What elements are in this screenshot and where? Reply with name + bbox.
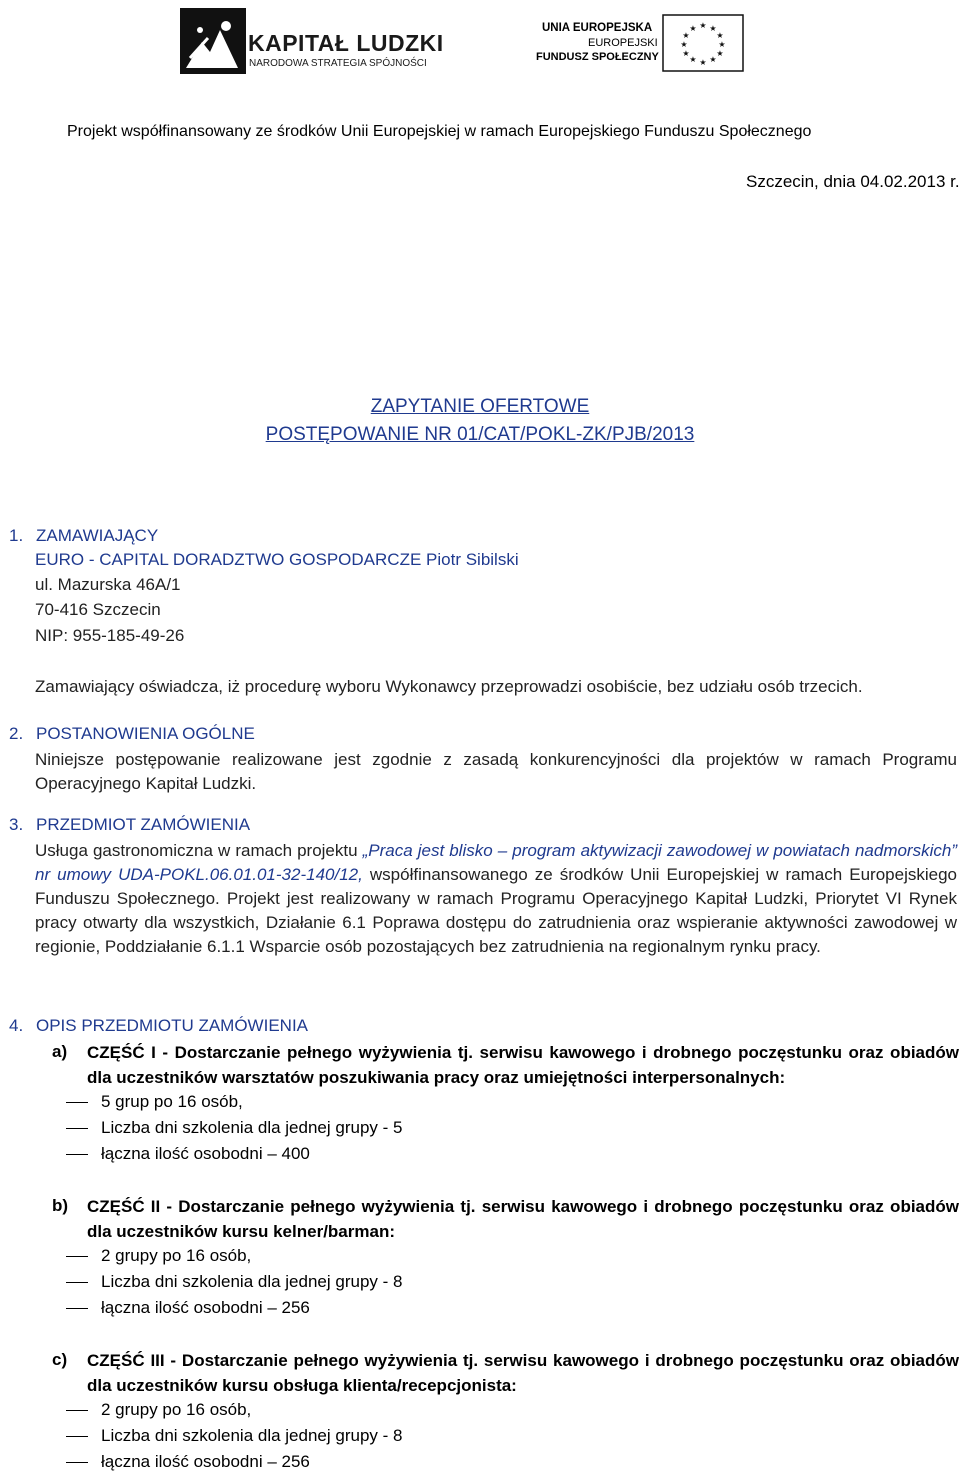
svg-text:★: ★ [699,21,707,30]
part-a-title: CZĘŚĆ I - Dostarczanie pełnego wyżywienia tj. serwisu kawowego i drobnego poczęstunku oraz obiadów dla uczestników warsztatów poszukiwania pracy oraz umiejętności interpersonalnych: [87,1043,959,1087]
dash-marker [66,1436,88,1437]
section-3-text [35,839,957,959]
orderer-statement: Zamawiający oświadcza, iż procedurę wyboru Wykonawcy przeprowadzi osobiście, bez udziału osób trzecich. [35,677,863,696]
svg-text:★: ★ [709,24,717,33]
company-nip: NIP: 955-185-49-26 [35,626,185,645]
kl-logo-line2: NARODOWA STRATEGIA SPÓJNOŚCI [249,58,427,69]
dash-marker [66,1282,88,1283]
part-c-item: 2 grupy po 16 osób, [101,1400,252,1419]
part-a-letter: a) [52,1042,68,1061]
svg-text:★: ★ [718,40,726,49]
part-c-title: CZĘŚĆ III - Dostarczanie pełnego wyżywienia tj. serwisu kawowego i drobnego poczęstunku oraz obiadów dla uczestników kursu obsługa klienta/recepcjonista: [87,1351,959,1395]
part-a-item: 5 grup po 16 osób, [101,1092,243,1111]
kapital-ludzki-emblem [180,8,246,74]
part-b-title: CZĘŚĆ II - Dostarczanie pełnego wyżywienia tj. serwisu kawowego i drobnego poczęstunku oraz obiadów dla uczestników kursu kelner/barman: [87,1197,959,1241]
eu-logo-line3: FUNDUSZ SPOŁECZNY [536,51,659,63]
kl-logo-line1: KAPITAŁ LUDZKI [248,30,444,56]
section-1-number: 1. [9,526,24,545]
part-c-letter: c) [52,1350,68,1369]
section-3-text-intro: Usługa gastronomiczna w ramach projektu [35,841,363,860]
svg-text:★: ★ [689,24,697,33]
kapital-ludzki-logo [180,8,444,74]
proceeding-number: POSTĘPOWANIE NR 01/CAT/POKL-ZK/PJB/2013 [265,424,695,445]
eu-flag-icon [662,14,744,72]
company-street: ul. Mazurska 46A/1 [35,575,181,594]
part-b-item: 2 grupy po 16 osób, [101,1246,252,1265]
company-city: 70-416 Szczecin [35,600,161,619]
svg-text:★: ★ [709,55,717,64]
doc-title: ZAPYTANIE OFERTOWE [370,396,590,417]
section-3-number: 3. [9,815,24,834]
part-b-letter: b) [52,1196,69,1215]
svg-text:★: ★ [716,31,724,40]
cofinancing-note: Projekt współfinansowany ze środków Unii Europejskiej w ramach Europejskiego Funduszu Społecznego [67,123,812,140]
svg-text:★: ★ [682,31,690,40]
section-2-text: Niniejsze postępowanie realizowane jest zgodnie z zasadą konkurencyjności dla projektów w ramach Programu Operacyjnego Kapitał Ludzki. [35,750,957,793]
section-3-heading: PRZEDMIOT ZAMÓWIENIA [36,815,251,834]
dash-marker [66,1410,88,1411]
part-b-item: Liczba dni szkolenia dla jednej grupy - 8 [101,1272,403,1291]
part-b-item: łączna ilość osobodni – 256 [101,1298,310,1317]
part-c-item: Liczba dni szkolenia dla jednej grupy - 8 [101,1426,403,1445]
svg-text:★: ★ [689,55,697,64]
eu-logo-line1: UNIA EUROPEJSKA [542,22,653,34]
section-4-number: 4. [9,1016,24,1035]
section-2-number: 2. [9,724,24,743]
section-1-heading: ZAMAWIAJĄCY [36,526,159,545]
eu-logo [536,14,748,72]
svg-text:★: ★ [680,40,688,49]
section-2-heading: POSTANOWIENIA OGÓLNE [36,724,255,743]
part-a-item: łączna ilość osobodni – 400 [101,1144,310,1163]
section-3-text-rest: współfinansowanego ze środków Unii Europejskiej w ramach Europejskiego Funduszu Społecznego. Projekt jest realizowany w ramach Programu Operacyjnego Kapitał Ludzki, Priorytet VI Rynek pracy otwarty dla wszystkich, Działanie 6.1 Poprawa dostępu do zatrudnienia oraz wspieranie aktywności zawodowej w regionie, Poddziałanie 6.1.1 Wsparcie osób pozostających bez zatrudnienia na regionalnym rynku pracy. [35,865,957,956]
project-title: „Praca jest blisko – program aktywizacji zawodowej w powiatach nadmorskich” nr umowy UDA-POKL.06.01.01-32-140/12, [35,841,957,884]
part-c-item: łączna ilość osobodni – 256 [101,1452,310,1471]
dash-marker [66,1308,88,1309]
svg-text:★: ★ [699,58,707,67]
dash-marker [66,1462,88,1463]
section-4-heading: OPIS PRZEDMIOTU ZAMÓWIENIA [36,1016,309,1035]
svg-text:★: ★ [716,49,724,58]
part-a-item: Liczba dni szkolenia dla jednej grupy - 5 [101,1118,403,1137]
svg-text:★: ★ [682,49,690,58]
date-line: Szczecin, dnia 04.02.2013 r. [746,172,960,191]
company-name: EURO - CAPITAL DORADZTWO GOSPODARCZE Piotr Sibilski [35,550,519,569]
dash-marker [66,1154,88,1155]
dash-marker [66,1256,88,1257]
dash-marker [66,1102,88,1103]
eu-logo-line2: EUROPEJSKI [588,37,658,49]
dash-marker [66,1128,88,1129]
